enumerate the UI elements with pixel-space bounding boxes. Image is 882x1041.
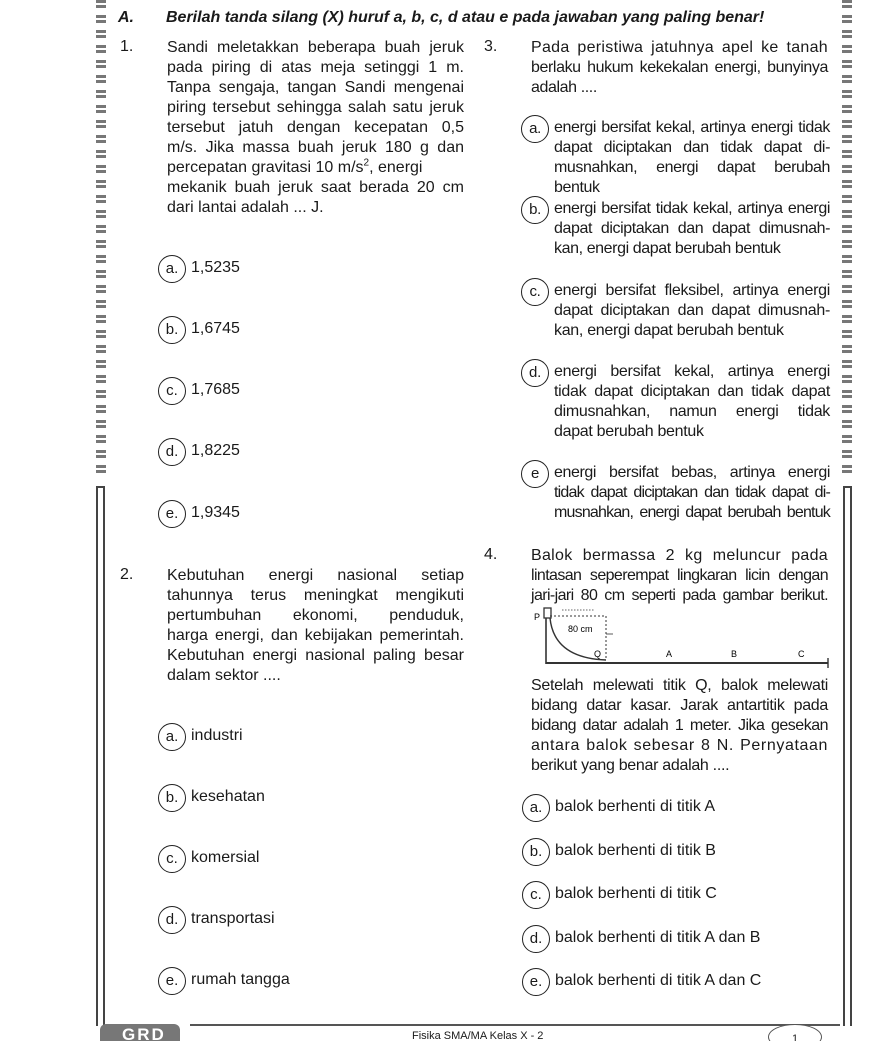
option-text: rumah tangga xyxy=(191,971,290,988)
publisher-logo: GRD xyxy=(100,1024,180,1041)
q1-option-c[interactable] xyxy=(158,380,240,405)
q1-line: Sandi meletakkan beberapa buah jeruk xyxy=(167,39,464,56)
q4-option-d[interactable] xyxy=(522,928,760,953)
option-text: transportasi xyxy=(191,910,275,927)
q3-line: berlaku hukum kekekalan energi, bunyinya xyxy=(531,59,828,76)
q3-option-c[interactable] xyxy=(521,281,831,341)
label-P: P xyxy=(534,612,541,622)
q2-line: Kebutuhan energi nasional paling besar xyxy=(167,647,464,664)
option-text xyxy=(554,362,830,442)
q1-option-a[interactable] xyxy=(158,258,240,283)
q1-line-part: percepatan gravitasi 10 m/s xyxy=(167,159,364,176)
q4-line: bidang datar adalah 1 meter. Jika gesekan xyxy=(531,717,828,734)
question-1-text xyxy=(167,38,464,218)
label-Q: Q xyxy=(594,649,602,659)
q1-line: mekanik buah jeruk saat berada 20 cm xyxy=(167,179,464,196)
q4-line: bidang datar kasar. Jarak antartitik pada xyxy=(531,697,828,714)
page-number: 1 xyxy=(768,1024,822,1041)
option-text: balok berhenti di titik A dan C xyxy=(555,972,762,989)
option-letter: d. xyxy=(158,906,186,934)
question-4-number: 4. xyxy=(484,546,498,563)
page-border-left xyxy=(96,486,105,1026)
q2-option-e[interactable] xyxy=(158,970,290,995)
label-A: A xyxy=(666,649,673,659)
label-C: C xyxy=(798,649,805,659)
q1-option-b[interactable] xyxy=(158,319,240,344)
q1-line: m/s. Jika massa buah jeruk 180 g dan xyxy=(167,139,464,156)
option-text xyxy=(554,118,830,198)
option-letter: a. xyxy=(158,255,186,283)
binder-edge-right xyxy=(842,0,852,480)
q2-option-a[interactable] xyxy=(158,726,243,751)
quarter-circle-track-figure xyxy=(528,606,833,670)
option-letter: b. xyxy=(521,196,549,224)
option-letter: d. xyxy=(522,925,550,953)
q1-line: piring tersebut sehingga salah satu jeruk xyxy=(167,99,464,116)
q2-option-c[interactable] xyxy=(158,848,259,873)
q2-line: dalam sektor .... xyxy=(167,667,281,684)
q4-line: jari-jari 80 cm seperti pada gambar berikut. xyxy=(531,587,828,604)
q4-line: antara balok sebesar 8 N. Pernyataan xyxy=(531,737,828,754)
footer-rule xyxy=(190,1024,840,1026)
question-2-text xyxy=(167,566,464,686)
q1-line: pada piring di atas meja setinggi 1 m. xyxy=(167,59,464,76)
option-text: balok berhenti di titik A dan B xyxy=(555,929,761,946)
option-letter: e xyxy=(521,460,549,488)
option-text: balok berhenti di titik B xyxy=(555,842,716,859)
option-line: musnahkan, energi dapat berubah bentuk xyxy=(554,504,830,521)
q1-line: tersebut jatuh dengan kecepatan 0,5 xyxy=(167,119,464,136)
question-3-text xyxy=(531,38,828,98)
q1-line: dari lantai adalah ... J. xyxy=(167,199,324,216)
q2-line: tahunnya terus meningkat mengikuti xyxy=(167,587,464,604)
option-line: energi bersifat fleksibel, artinya energi xyxy=(554,282,830,299)
option-text xyxy=(554,199,830,259)
option-letter: a. xyxy=(522,794,550,822)
option-letter: b. xyxy=(522,838,550,866)
option-text xyxy=(554,463,830,523)
section-letter: A. xyxy=(118,9,134,26)
option-text: komersial xyxy=(191,849,260,866)
option-line: tidak dapat diciptakan dan tidak dapat xyxy=(554,383,830,400)
q4-line: lintasan seperempat lingkaran licin dengan xyxy=(531,567,828,584)
q1-option-e[interactable] xyxy=(158,503,240,528)
option-line: dapat diciptakan dan dapat dimusnah- xyxy=(554,302,830,319)
option-letter: c. xyxy=(158,845,186,873)
option-letter: a. xyxy=(521,115,549,143)
option-line: dimusnahkan, namun energi tidak xyxy=(554,403,830,420)
q1-line-tail: , energi xyxy=(369,159,423,176)
q2-option-d[interactable] xyxy=(158,909,275,934)
option-letter: d. xyxy=(521,359,549,387)
block xyxy=(544,608,551,618)
option-line: musnahkan, energi dapat berubah bentuk xyxy=(554,159,830,196)
q3-option-d[interactable] xyxy=(521,362,831,442)
footer-book-title: Fisika SMA/MA Kelas X - 2 xyxy=(412,1030,544,1041)
option-line: energi bersifat tidak kekal, artinya energi xyxy=(554,200,830,217)
option-text: 1,5235 xyxy=(191,259,240,276)
q4-option-e[interactable] xyxy=(522,971,761,996)
label-B: B xyxy=(731,649,738,659)
q4-line: Setelah melewati titik Q, balok melewati xyxy=(531,677,828,694)
option-text: kesehatan xyxy=(191,788,265,805)
option-line: energi bersifat kekal, artinya energi tidak xyxy=(554,119,830,136)
binder-edge-left xyxy=(96,0,106,480)
q4-option-b[interactable] xyxy=(522,841,716,866)
section-instruction: Berilah tanda silang (X) huruf a, b, c, d atau e pada jawaban yang paling benar! xyxy=(166,9,765,26)
q1-option-d[interactable] xyxy=(158,441,240,466)
option-text: 1,7685 xyxy=(191,381,240,398)
option-text: balok berhenti di titik C xyxy=(555,885,717,902)
section-header xyxy=(118,9,764,27)
option-text: industri xyxy=(191,727,243,744)
q3-line: adalah .... xyxy=(531,79,597,96)
option-letter: a. xyxy=(158,723,186,751)
option-line: dapat diciptakan dan tidak dapat di- xyxy=(554,139,830,156)
option-letter: c. xyxy=(522,881,550,909)
option-text: balok berhenti di titik A xyxy=(555,798,716,815)
option-letter: d. xyxy=(158,438,186,466)
option-line: dapat diciptakan dan dapat dimusnah- xyxy=(554,220,830,237)
q2-line: harga energi, dan kebijakan pemerintah. xyxy=(167,627,464,644)
q4-option-a[interactable] xyxy=(522,797,715,822)
q2-option-b[interactable] xyxy=(158,787,265,812)
option-line: tidak dapat diciptakan dan tidak dapat di- xyxy=(554,484,830,501)
question-4-text xyxy=(531,546,828,606)
label-radius: 80 cm xyxy=(568,624,593,634)
q3-option-b[interactable] xyxy=(521,199,831,259)
option-line: kan, energi dapat berubah bentuk xyxy=(554,322,784,339)
page-border-right xyxy=(843,486,852,1026)
option-letter: c. xyxy=(158,377,186,405)
option-text: 1,8225 xyxy=(191,442,240,459)
q4-option-c[interactable] xyxy=(522,884,717,909)
option-text: 1,9345 xyxy=(191,504,240,521)
q1-line-7 xyxy=(167,158,464,178)
option-line: energi bersifat bebas, artinya energi xyxy=(554,464,830,481)
question-1-number: 1. xyxy=(120,38,134,55)
option-text: 1,6745 xyxy=(191,320,240,337)
option-letter: e. xyxy=(158,967,186,995)
option-line: kan, energi dapat berubah bentuk xyxy=(554,240,781,257)
q3-option-a[interactable] xyxy=(521,118,831,198)
question-2-number: 2. xyxy=(120,566,134,583)
q4-line: berikut yang benar adalah .... xyxy=(531,757,730,774)
option-letter: b. xyxy=(158,784,186,812)
option-letter: c. xyxy=(521,278,549,306)
option-letter: e. xyxy=(522,968,550,996)
option-line: energi bersifat kekal, artinya energi xyxy=(554,363,830,380)
option-line: dapat berubah bentuk xyxy=(554,423,704,440)
q1-line: Tanpa sengaja, tangan Sandi mengenai xyxy=(167,79,464,96)
q2-line: pertumbuhan ekonomi, penduduk, xyxy=(167,607,464,624)
option-letter: b. xyxy=(158,316,186,344)
option-letter: e. xyxy=(158,500,186,528)
option-text xyxy=(554,281,830,341)
question-3-number: 3. xyxy=(484,38,498,55)
q3-line: Pada peristiwa jatuhnya apel ke tanah xyxy=(531,39,828,56)
question-4-continuation xyxy=(531,676,828,776)
q2-line: Kebutuhan energi nasional setiap xyxy=(167,567,464,584)
q4-line: Balok bermassa 2 kg meluncur pada xyxy=(531,547,828,564)
q3-option-e[interactable] xyxy=(521,463,831,523)
q1-superscript: 2 xyxy=(363,157,370,169)
